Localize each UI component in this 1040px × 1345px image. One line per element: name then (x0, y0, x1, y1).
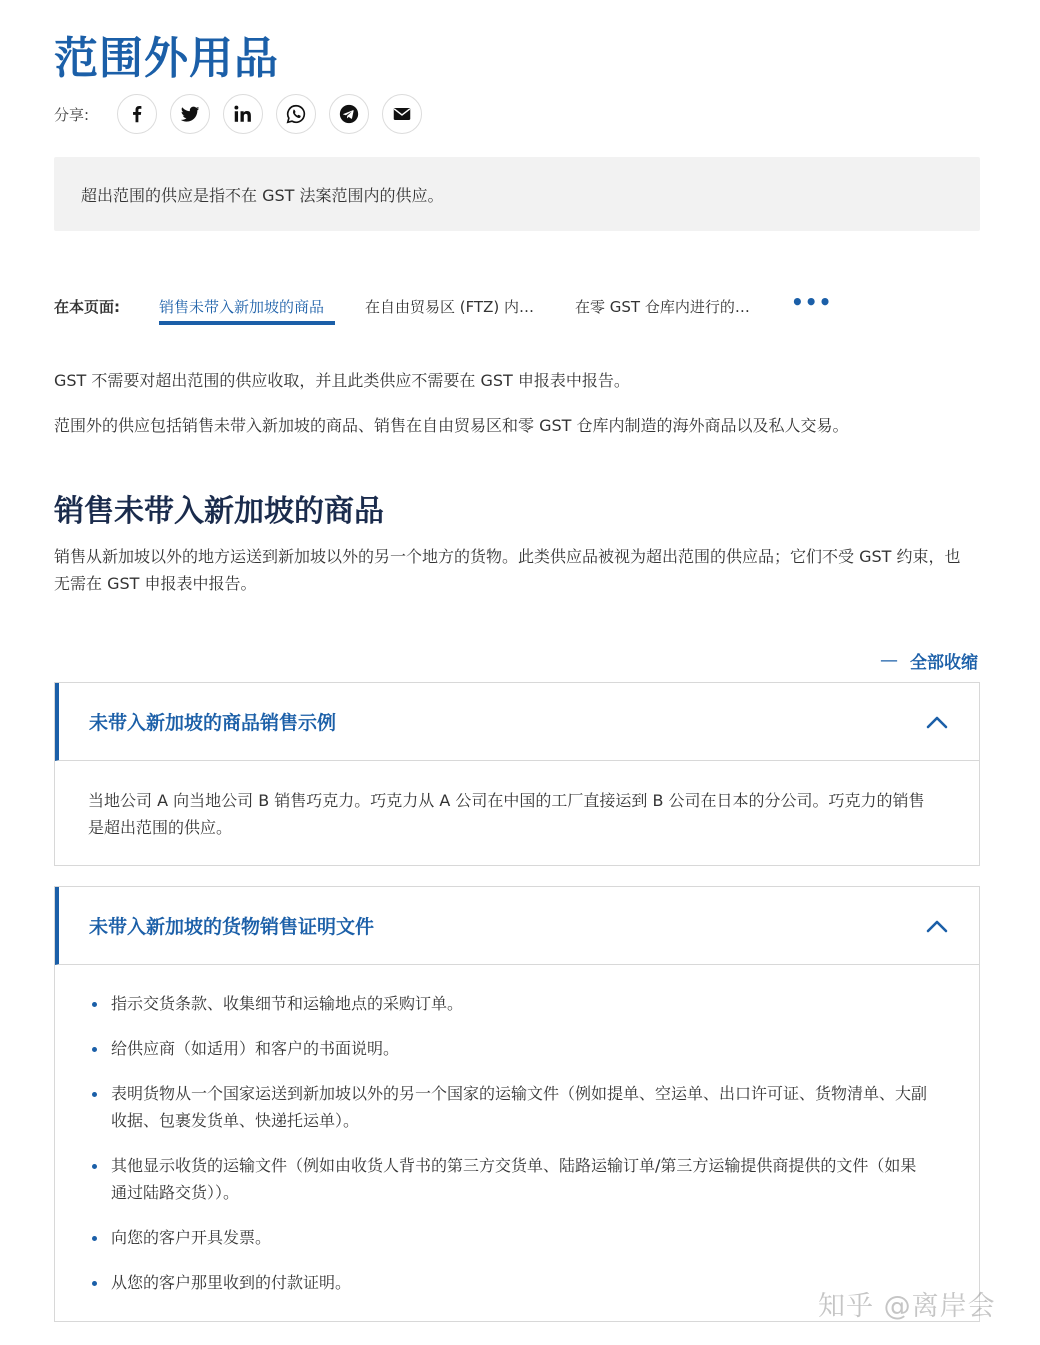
active-tab-underline (159, 321, 335, 325)
page-title: 范围外用品 (54, 33, 279, 84)
list-item: 指示交货条款、收集细节和运输地点的采购订单。 (88, 990, 931, 1017)
collapse-all-label: 全部收缩 (910, 653, 978, 673)
chevron-up-icon (925, 914, 949, 938)
on-this-page-link-zero-gst-warehouse[interactable]: 在零 GST 仓库内进行的… (575, 298, 750, 316)
accordion-header[interactable] (55, 683, 979, 761)
chevron-up-icon (925, 710, 949, 734)
list-item: 向您的客户开具发票。 (88, 1224, 931, 1251)
collapse-all-button[interactable] (880, 648, 978, 673)
on-this-page-nav (54, 290, 980, 330)
list-item: 从您的客户那里收到的付款证明。 (88, 1269, 931, 1296)
twitter-icon (179, 103, 201, 125)
accordion-title: 未带入新加坡的商品销售示例 (89, 712, 337, 734)
share-telegram-button[interactable] (329, 94, 369, 134)
list-item: 表明货物从一个国家运送到新加坡以外的另一个国家的运输文件（例如提单、空运单、出口许可证、货物清单、大副收据、包裹发货单、快递托运单）。 (88, 1080, 931, 1134)
section-heading: 销售未带入新加坡的商品 (54, 494, 384, 529)
accordion-body (55, 965, 979, 1321)
share-twitter-button[interactable] (170, 94, 210, 134)
summary-box: 超出范围的供应是指不在 GST 法案范围内的供应。 (54, 157, 980, 231)
whatsapp-icon (285, 103, 307, 125)
share-email-button[interactable] (382, 94, 422, 134)
collapse-dash-icon: — (880, 650, 898, 671)
accordion-body: 当地公司 A 向当地公司 B 销售巧克力。巧克力从 A 公司在中国的工厂直接运到 B 公司在日本的分公司。巧克力的销售是超出范围的供应。 (88, 791, 925, 837)
telegram-icon (338, 103, 360, 125)
section-body: 销售从新加坡以外的地方运送到新加坡以外的另一个地方的货物。此类供应品被视为超出范围的供应品；它们不受 GST 约束，也无需在 GST 申报表中报告。 (54, 547, 961, 593)
linkedin-icon (232, 103, 254, 125)
accordion-documents (54, 886, 980, 1322)
intro-paragraph-1: GST 不需要对超出范围的供应收取，并且此类供应不需要在 GST 申报表中报告。 (54, 371, 630, 390)
more-links-button[interactable]: ••• (791, 290, 833, 314)
list-item: 给供应商（如适用）和客户的书面说明。 (88, 1035, 931, 1062)
list-item: 其他显示收货的运输文件（例如由收货人背书的第三方交货单、陆路运输订单/第三方运输提供商提供的文件（如果通过陆路交货））。 (88, 1152, 931, 1206)
share-label: 分享: (54, 105, 90, 124)
accordion-example (54, 682, 980, 866)
intro-paragraph-2: 范围外的供应包括销售未带入新加坡的商品、销售在自由贸易区和零 GST 仓库内制造的海外商品以及私人交易。 (54, 416, 849, 435)
facebook-icon (126, 103, 148, 125)
share-bar (54, 93, 435, 135)
accordion-title: 未带入新加坡的货物销售证明文件 (89, 916, 375, 938)
documents-list (88, 990, 931, 1296)
share-facebook-button[interactable] (117, 94, 157, 134)
on-this-page-link-goods-not-brought-in[interactable]: 销售未带入新加坡的商品 (159, 298, 325, 316)
accordion-header[interactable] (55, 887, 979, 965)
on-this-page-link-ftz[interactable]: 在自由贸易区 (FTZ) 内… (365, 298, 535, 316)
email-icon (391, 103, 413, 125)
share-whatsapp-button[interactable] (276, 94, 316, 134)
watermark: 知乎 @离岸会 (818, 1291, 996, 1322)
share-linkedin-button[interactable] (223, 94, 263, 134)
on-this-page-label: 在本页面: (54, 298, 120, 316)
